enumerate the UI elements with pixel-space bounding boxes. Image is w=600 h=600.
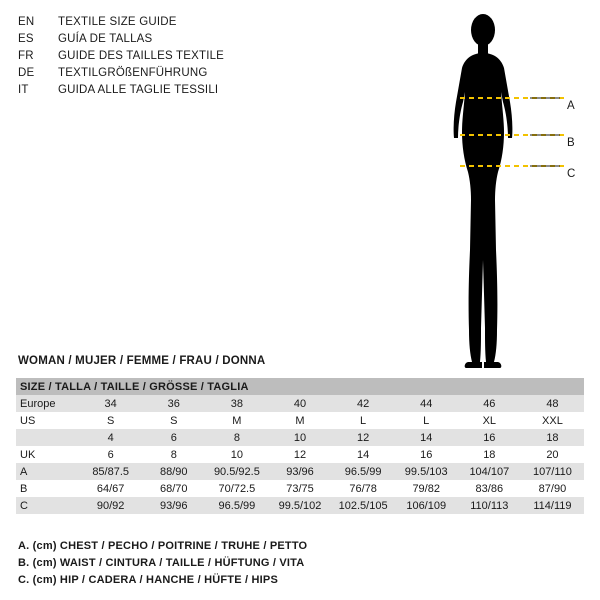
table-row (16, 446, 584, 463)
cell: 64/67 (79, 480, 142, 497)
cell: 34 (79, 395, 142, 412)
size-table-wrap (16, 378, 584, 514)
language-code-en: EN (18, 16, 35, 28)
table-row (16, 497, 584, 514)
row-label-us-numeric (16, 429, 79, 446)
cell: S (142, 412, 205, 429)
cell: XXL (521, 412, 584, 429)
table-row (16, 429, 584, 446)
language-row-it (18, 84, 318, 101)
language-text-de: TEXTILGRÖßENFÜHRUNG (58, 67, 208, 79)
language-code-es: ES (18, 33, 34, 45)
language-text-en: TEXTILE SIZE GUIDE (58, 16, 177, 28)
cell: 10 (205, 446, 268, 463)
cell: L (395, 412, 458, 429)
language-code-de: DE (18, 67, 35, 79)
cell: L (332, 412, 395, 429)
row-label-uk: UK (16, 446, 79, 463)
cell: 87/90 (521, 480, 584, 497)
cell: 46 (458, 395, 521, 412)
cell: 8 (142, 446, 205, 463)
cell: 104/107 (458, 463, 521, 480)
cell: 93/96 (268, 463, 331, 480)
measurement-legend (18, 540, 578, 591)
cell: 114/119 (521, 497, 584, 514)
cell: 106/109 (395, 497, 458, 514)
cell: 16 (395, 446, 458, 463)
language-row-de (18, 67, 318, 84)
cell: 36 (142, 395, 205, 412)
language-text-fr: GUIDE DES TAILLES TEXTILE (58, 50, 225, 62)
language-text-it: GUIDA ALLE TAGLIE TESSILI (58, 84, 219, 96)
table-row (16, 480, 584, 497)
cell: 76/78 (332, 480, 395, 497)
language-row-en (18, 16, 318, 33)
cell: 16 (458, 429, 521, 446)
cell: 6 (79, 446, 142, 463)
language-row-fr (18, 50, 318, 67)
language-text-es: GUÍA DE TALLAS (58, 33, 153, 45)
cell: 102.5/105 (332, 497, 395, 514)
female-body-silhouette-icon (420, 10, 590, 370)
marker-label-a: A (567, 100, 575, 112)
language-code-it: IT (18, 84, 29, 96)
cell: 8 (205, 429, 268, 446)
cell: 107/110 (521, 463, 584, 480)
row-label-europe: Europe (16, 395, 79, 412)
cell: 96.5/99 (332, 463, 395, 480)
language-code-fr: FR (18, 50, 34, 62)
cell: 85/87.5 (79, 463, 142, 480)
row-label-a: A (16, 463, 79, 480)
table-row (16, 463, 584, 480)
cell: 18 (521, 429, 584, 446)
cell: 90/92 (79, 497, 142, 514)
cell: 83/86 (458, 480, 521, 497)
legend-line-c: C. (cm) HIP / CADERA / HANCHE / HÜFTE / HIPS (18, 574, 278, 586)
language-row-es (18, 33, 318, 50)
table-row (16, 412, 584, 429)
cell: 48 (521, 395, 584, 412)
cell: 38 (205, 395, 268, 412)
cell: 99.5/103 (395, 463, 458, 480)
legend-line-a: A. (cm) CHEST / PECHO / POITRINE / TRUHE / PETTO (18, 540, 308, 552)
cell: 68/70 (142, 480, 205, 497)
cell: 110/113 (458, 497, 521, 514)
cell: 93/96 (142, 497, 205, 514)
row-label-us: US (16, 412, 79, 429)
cell: 12 (268, 446, 331, 463)
size-table (16, 378, 584, 514)
legend-line-b: B. (cm) WAIST / CINTURA / TAILLE / HÜFTUNG / VITA (18, 557, 305, 569)
cell: 88/90 (142, 463, 205, 480)
marker-label-c: C (567, 168, 576, 180)
cell: 44 (395, 395, 458, 412)
cell: 90.5/92.5 (205, 463, 268, 480)
cell: 99.5/102 (268, 497, 331, 514)
cell: 20 (521, 446, 584, 463)
cell: 18 (458, 446, 521, 463)
row-label-c: C (16, 497, 79, 514)
cell: 12 (332, 429, 395, 446)
cell: 42 (332, 395, 395, 412)
language-header-block (18, 16, 318, 101)
cell: XL (458, 412, 521, 429)
cell: 96.5/99 (205, 497, 268, 514)
cell: M (268, 412, 331, 429)
table-header-row (16, 378, 584, 395)
table-header-label: SIZE / TALLA / TAILLE / GRÖSSE / TAGLIA (16, 378, 584, 395)
cell: 40 (268, 395, 331, 412)
cell: 14 (332, 446, 395, 463)
cell: 79/82 (395, 480, 458, 497)
cell: S (79, 412, 142, 429)
cell: 6 (142, 429, 205, 446)
cell: 14 (395, 429, 458, 446)
cell: 10 (268, 429, 331, 446)
measurement-figure (420, 10, 590, 370)
cell: 70/72.5 (205, 480, 268, 497)
cell: 4 (79, 429, 142, 446)
row-label-b: B (16, 480, 79, 497)
cell: M (205, 412, 268, 429)
table-row (16, 395, 584, 412)
cell: 73/75 (268, 480, 331, 497)
marker-label-b: B (567, 137, 575, 149)
gender-title: WOMAN / MUJER / FEMME / FRAU / DONNA (18, 355, 266, 367)
